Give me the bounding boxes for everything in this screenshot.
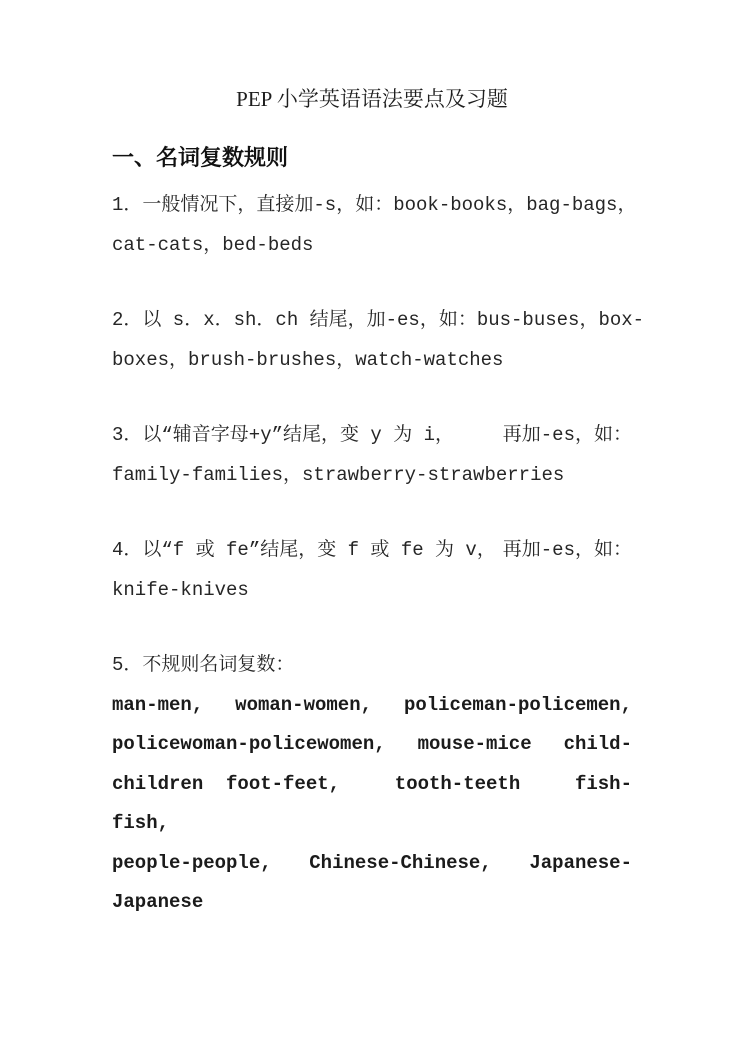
rule-item-3 [112,416,632,495]
document-title: PEP 小学英语语法要点及习题 [236,87,508,111]
text-chunk: 4．以“f 或 fe”结尾，变 f 或 fe 为 v， [112,539,496,561]
word-pair: mouse-mice [417,733,532,755]
text-chunk: box- [598,309,645,331]
word-pair: Chinese-Chinese, [309,851,492,874]
rule-item-1 [112,186,637,265]
word-pair: policeman-policemen, [403,693,632,716]
word-pair: child- [563,733,632,755]
irregular-plurals-line [112,844,632,884]
irregular-plurals-line [112,725,632,765]
irregular-plurals-line [112,765,632,805]
text-line [112,531,632,571]
irregular-plurals-line: fish, [112,812,170,834]
word-pair: children foot-feet, [112,772,341,795]
text-chunk: 3．以“辅音字母+y”结尾，变 y 为 i， [112,424,455,446]
word-pair: people-people, [112,851,272,874]
text-line [112,186,637,226]
text-line: boxes，brush-brushes，watch-watches [112,348,504,371]
word-pair: woman-women, [235,693,372,716]
irregular-plurals-line: Japanese [112,891,204,913]
text-chunk: bag-bags， [526,194,637,216]
text-line [112,301,645,341]
rule-item-2 [112,301,645,380]
text-chunk: 再加-es，如： [502,539,632,561]
word-pair: Japanese- [529,851,632,874]
text-line [112,416,632,456]
text-line: family-families，strawberry-strawberries [112,463,565,486]
word-pair: tooth-teeth [394,772,521,795]
text-line: cat-cats，bed-beds [112,233,314,256]
word-pair: fish- [574,772,632,795]
text-chunk: 2．以 s．x．sh．ch 结尾，加-es，如：bus-buses， [112,309,599,331]
text-chunk: 1．一般情况下，直接加-s，如：book-books， [112,194,527,216]
text-line: knife-knives [112,578,249,601]
word-pair: policewoman-policewomen, [112,733,386,755]
word-pair: man-men, [112,693,204,716]
text-line: 5．不规则名词复数： [112,654,295,676]
rule-item-4 [112,531,632,610]
irregular-plurals-line [112,686,632,726]
section-heading: 一、名词复数规则 [112,145,289,170]
text-chunk: 再加-es，如： [502,424,632,446]
rule-item-5 [112,646,632,923]
